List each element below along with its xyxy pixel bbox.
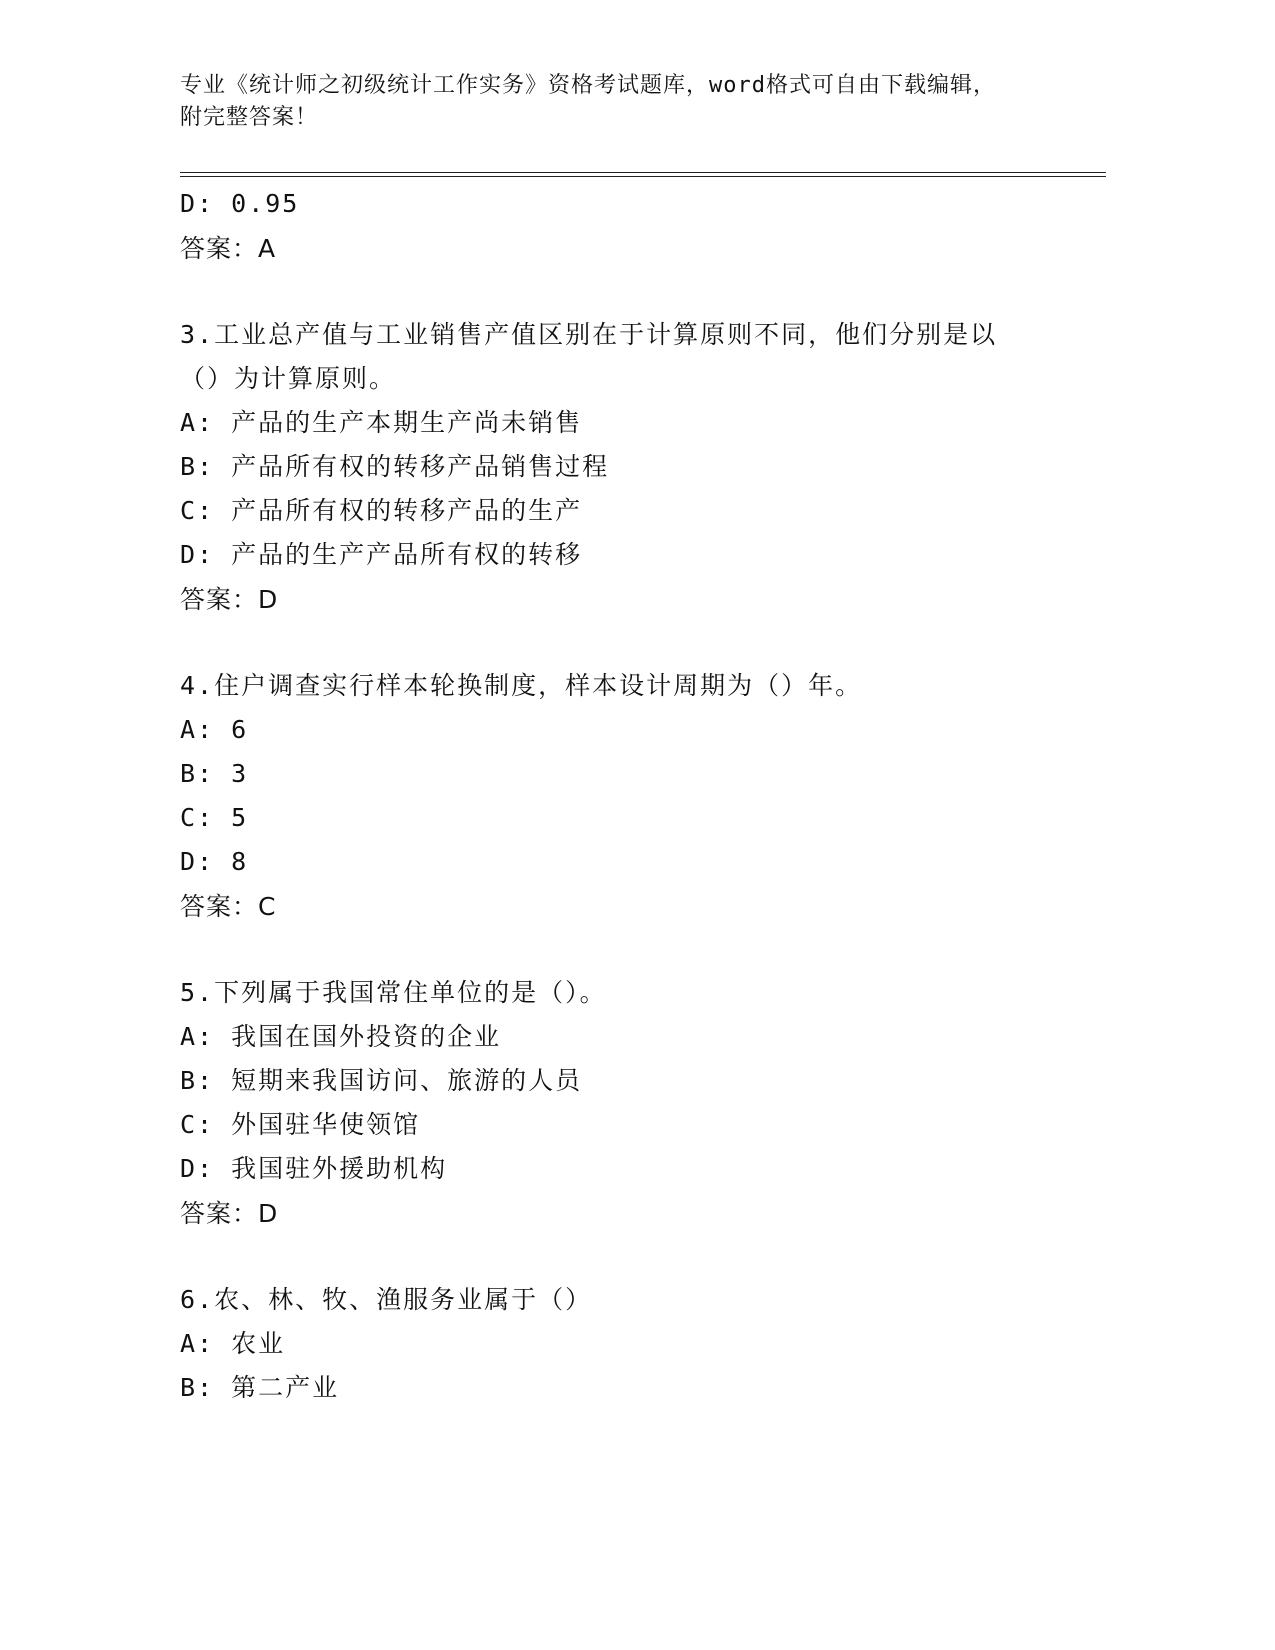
option-c: C: 外国驻华使领馆 [180,1110,421,1139]
header-line-1: 专业《统计师之初级统计工作实务》资格考试题库，word格式可自由下载编辑， [180,73,996,98]
question-stem: 6.农、林、牧、渔服务业属于（） [180,1285,593,1314]
question-stem: 3.工业总产值与工业销售产值区别在于计算原则不同，他们分别是以 [180,320,998,349]
option-b: B: 短期来我国访问、旅游的人员 [180,1066,583,1095]
question-3 [180,313,1080,623]
option-c: C: 产品所有权的转移产品的生产 [180,496,583,525]
question-stem: 4.住户调查实行样本轮换制度，样本设计周期为（）年。 [180,671,863,700]
q2-option-d: D: 0.95 [180,189,300,218]
option-a: A: 农业 [180,1329,286,1358]
question-list [180,182,1080,1410]
option-a: A: 6 [180,715,249,744]
document-header [180,70,1060,134]
header-divider-bottom [180,176,1106,177]
spacer [180,623,1080,664]
answer: 答案：D [180,585,279,614]
question-4 [180,664,1080,930]
question-stem-continued: （）为计算原则。 [180,364,397,393]
option-a: A: 产品的生产本期生产尚未销售 [180,408,583,437]
answer: 答案：C [180,892,277,921]
option-b: B: 第二产业 [180,1373,340,1402]
spacer [180,272,1080,313]
header-line-2: 附完整答案！ [180,105,319,130]
spacer [180,930,1080,971]
option-d: D: 产品的生产产品所有权的转移 [180,540,583,569]
option-d: D: 8 [180,847,249,876]
option-b: B: 产品所有权的转移产品销售过程 [180,452,610,481]
header-divider-top [180,172,1106,173]
question-5 [180,971,1080,1237]
option-b: B: 3 [180,759,249,788]
spacer [180,1237,1080,1278]
question-stem: 5.下列属于我国常住单位的是（）。 [180,978,607,1007]
q2-answer: 答案：A [180,234,277,263]
option-d: D: 我国驻外援助机构 [180,1154,448,1183]
option-c: C: 5 [180,803,249,832]
question-6 [180,1278,1080,1410]
option-a: A: 我国在国外投资的企业 [180,1022,502,1051]
answer: 答案：D [180,1199,279,1228]
